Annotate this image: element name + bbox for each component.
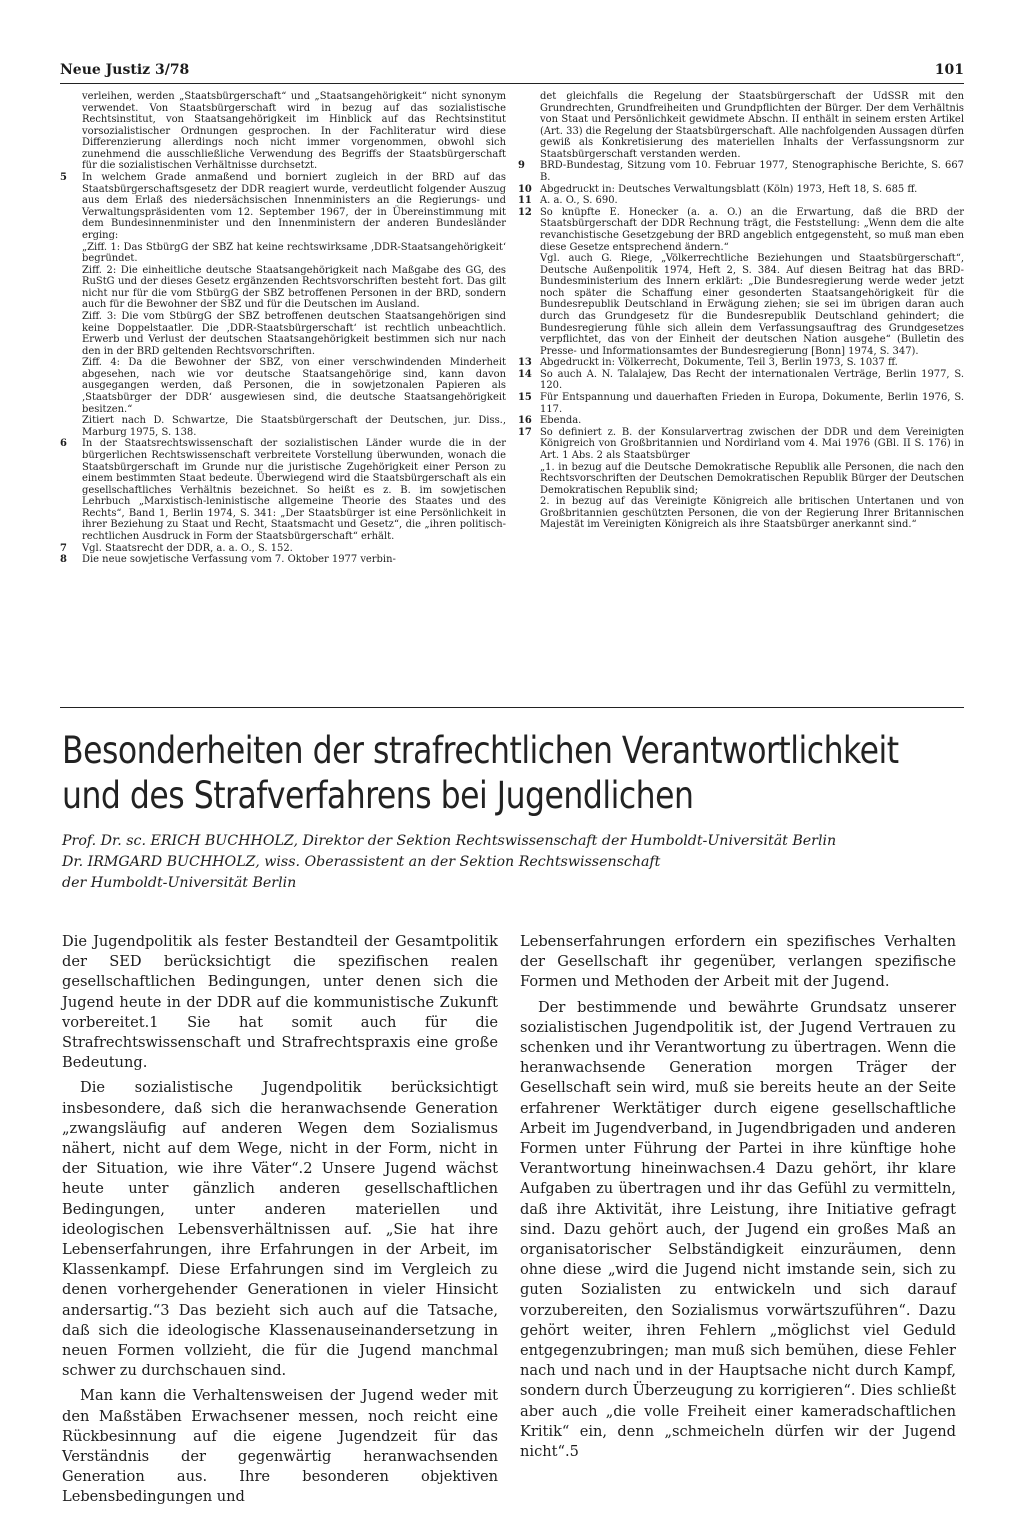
- footnote-text: Abgedruckt in: Völkerrecht, Dokumente, Teil 3, Berlin 1973, S. 1037 ff.: [540, 357, 898, 369]
- footnote-text: In welchem Grade anmaßend und borniert zugleich in der BRD auf das Staatsbürgerschaftsgesetz der DDR reagiert wurde, verdeutlicht folgender Auszug aus dem Erlaß des niedersächsischen Innenministers an die Regierungs- und Verwaltungspräsidenten vom 12. September 1967, der in Übereinstimmung mit dem Bundesinnenminister und den Innenministern der anderen Bundesländer erging:: [82, 172, 506, 241]
- footnote: [60, 554, 506, 566]
- footnote: [60, 91, 506, 172]
- footnote-text: So auch A. N. Talalajew, Das Recht der internationalen Verträge, Berlin 1977, S. 120.: [540, 368, 964, 392]
- footnote-number: [518, 91, 540, 160]
- footnote: [518, 462, 964, 497]
- footnote: [60, 265, 506, 311]
- footnote-text: Zitiert nach D. Schwartze, Die Staatsbürgerschaft der Deutschen, jur. Diss., Marburg 1975, S. 138.: [82, 415, 506, 438]
- footnote: [518, 369, 964, 392]
- footnote-number: 10: [518, 183, 532, 195]
- footnote: [60, 242, 506, 265]
- footnote-text: Ziff. 3: Die vom StbürgG der SBZ betroffenen deutschen Staatsangehörigen sind keine Doppelstaatler. Die ‚DDR-Staatsbürgerschaft‘ ist rechtlich unbeachtlich. Erwerb und Verlust der deutschen Staatsangehörigkeit bestimmen sich nur nach den in der BRD geltenden Rechtsvorschriften.: [82, 310, 506, 357]
- footnote-number: [60, 242, 82, 265]
- page-header: [60, 62, 964, 84]
- author-line-3: der Humboldt-Universität Berlin: [62, 875, 297, 891]
- footnote-number: 14: [518, 368, 532, 380]
- footnote-number: [60, 91, 82, 172]
- article-title-line-1: Besonderheiten der strafrechtlichen Verantwortlichkeit: [62, 728, 899, 772]
- footnote-number: [518, 462, 540, 497]
- footnote: [518, 253, 964, 357]
- article-body-right-column: [520, 932, 956, 1467]
- footnote-number: 9: [518, 160, 525, 172]
- footnote: [518, 415, 964, 427]
- footnote-text: Ziff. 4: Da die Bewohner der SBZ, von einer verschwindenden Minderheit abgesehen, nach wie vor deutsche Staatsangehörige sind, kann davon ausgegangen werden, daß Personen, die in sowjetzonalen Papieren als ‚Staatsbürger der DDR‘ ausgewiesen sind, die deutsche Staatsangehörigkeit besitzen.“: [82, 357, 506, 415]
- footnote-text: „1. in bezug auf die Deutsche Demokratische Republik alle Personen, die nach den Rechtsvorschriften der Deutschen Demokratischen Republik Bürger der Deutschen Demokratischen Republik sind;: [540, 461, 964, 496]
- footnote: [518, 195, 964, 207]
- footnote: [518, 184, 964, 196]
- footnote-number: [60, 311, 82, 357]
- body-paragraph: Die Jugendpolitik als fester Bestandteil der Gesamtpolitik der SED berücksichtigt die spezifischen realen gesellschaftlichen Bedingungen, unter denen sich die Jugend heute in der DDR auf die kommunistische Zukunft vorbereitet.1 Sie hat somit auch für die Strafrechtswissenschaft und Strafrechtspraxis eine große Bedeutung.: [62, 933, 498, 1072]
- footnote-text: det gleichfalls die Regelung der Staatsbürgerschaft der UdSSR mit den Grundrechten, Grundfreiheiten und Grundpflichten der Bürger. Der dem Verhältnis von Staat und Persönlichkeit gewidmete Abschn. II enthält in seinem ersten Artikel (Art. 33) die Regelung der Staatsbürgerschaft. Alle nachfolgenden Aussagen dürfen gewiß als Konkretisierung des materiellen Inhalts der Verfassungsnorm zur Staatsbürgerschaft verstanden werden.: [540, 91, 964, 160]
- footnote-number: 17: [518, 426, 532, 438]
- footnote-text: Für Entspannung und dauerhaften Frieden in Europa, Dokumente, Berlin 1976, S. 117.: [540, 392, 964, 415]
- footnote-text: So definiert z. B. der Konsularvertrag zwischen der DDR und dem Vereinigten Königreich von Großbritannien und Nordirland vom 4. Mai 1976 (GBl. II S. 176) in Art. 1 Abs. 2 als Staatsbürger: [540, 426, 964, 461]
- page-number: 101: [934, 62, 964, 78]
- section-divider: [60, 707, 964, 708]
- footnote-text: BRD-Bundestag, Sitzung vom 10. Februar 1977, Stenographische Berichte, S. 667 B.: [540, 160, 964, 184]
- footnote: [518, 496, 964, 531]
- journal-issue: Neue Justiz 3/78: [60, 62, 190, 78]
- footnote-text: Ebenda.: [540, 415, 582, 427]
- footnote-number: [60, 415, 82, 438]
- footnote-number: 7: [60, 542, 67, 554]
- footnotes-left-column: [60, 91, 506, 566]
- body-paragraph: Lebenserfahrungen erfordern ein spezifisches Verhalten der Gesellschaft ihr gegenüber, verlangen spezifische Formen und Methoden der Arbeit mit der Jugend.: [520, 933, 956, 991]
- footnote-number: 16: [518, 415, 532, 427]
- author-line-2: Dr. IRMGARD BUCHHOLZ, wiss. Oberassistent an der Sektion Rechtswissenschaft: [62, 854, 661, 870]
- footnote-number: 15: [518, 392, 532, 404]
- footnote-text: Vgl. Staatsrecht der DDR, a. a. O., S. 152.: [82, 542, 293, 554]
- footnote-number: 6: [60, 438, 67, 450]
- footnote-number: [60, 357, 82, 415]
- footnote-number: 8: [60, 554, 67, 566]
- footnote: [518, 160, 964, 183]
- footnote: [60, 415, 506, 438]
- footnote-number: [518, 496, 540, 531]
- body-paragraph: Die sozialistische Jugendpolitik berücksichtigt insbesondere, daß sich die heranwachsende Generation „zwangsläufig auf anderen Wegen dem Sozialismus nähert, nicht auf dem Wege, nicht in der Form, nicht in der Situation, wie ihre Väter“.2 Unsere Jugend wächst heute unter gänzlich anderen gesellschaftlichen Bedingungen, unter anderen materiellen und ideologischen Lebensverhältnissen auf. „Sie hat ihre Lebenserfahrungen, ihre Erfahrungen in der Arbeit, im Klassenkampf. Diese Erfahrungen sind im Vergleich zu denen vorhergehender Generationen in vieler Hinsicht andersartig.“3 Das bezieht sich auch auf die Tatsache, daß sich die ideologische Klassenauseinandersetzung in neuen Formen vollzieht, die für die Jugend manchmal schwer zu durchschauen sind.: [62, 1079, 498, 1380]
- body-paragraph: Man kann die Verhaltensweisen der Jugend weder mit den Maßstäben Erwachsener messen, noch reicht eine Rückbesinnung auf die eigene Jugendzeit für das Verständnis der gegenwärtig heranwachsenden Generation aus. Ihre besonderen objektiven Lebensbedingungen und: [62, 1387, 498, 1506]
- body-paragraph: Der bestimmende und bewährte Grundsatz unserer sozialistischen Jugendpolitik ist, der Jugend Vertrauen zu schenken und ihr Verantwortung zu übertragen. Wenn die heranwachsende Generation morgen Träger der Gesellschaft sein wird, muß sie bereits heute an der Seite erfahrener Werktätiger durch eigene gesellschaftliche Arbeit im Jugendverband, in Jugendbrigaden und anderen Formen unter Führung der Partei in ihre künftige hohe Verantwortung hineinwachsen.4 Dazu gehört, ihr klare Aufgaben zu übertragen und ihr das Gefühl zu vermitteln, daß ihre Aktivität, ihre Leistung, ihre Initiative gefragt sind. Dazu gehört auch, der Jugend ein großes Maß an organisatorischer Selbständigkeit einzuräumen, denn ohne diese „wird die Jugend nicht imstande sein, sich zu guten Sozialisten zu entwickeln und sich darauf vorzubereiten, den Sozialismus vorwärtszuführen“. Dazu gehört weiter, ihren Fehlern „möglichst viel Geduld entgegenzubringen; man muß sich bemühen, diese Fehler nach und nach und in der Hauptsache nicht durch Kampf, sondern durch Überzeugung zu korrigieren“. Dies schließt aber auch „die volle Freiheit einer kameradschaftlichen Kritik“ ein, denn „schmeicheln dürfen wir der Jugend nicht“.5: [520, 998, 956, 1461]
- footnote-text: Abgedruckt in: Deutsches Verwaltungsblatt (Köln) 1973, Heft 18, S. 685 ff.: [540, 183, 918, 195]
- article-body-left-column: [62, 932, 498, 1513]
- author-line-1: Prof. Dr. sc. ERICH BUCHHOLZ, Direktor der Sektion Rechtswissenschaft der Humboldt-Universität Berlin: [62, 833, 837, 849]
- footnote-text: Ziff. 2: Die einheitliche deutsche Staatsangehörigkeit nach Maßgabe des GG, des RuStG und der dieses Gesetz ergänzenden Rechtsvorschriften besteht fort. Das gilt nicht nur für die vom StbürgG der SBZ betroffenen Personen in der BRD, sondern auch für die Bewohner der SBZ und für die Deutschen im Ausland.: [82, 264, 506, 311]
- footnote-text: A. a. O., S. 690.: [540, 195, 618, 207]
- footnotes-right-column: [518, 91, 964, 531]
- article-title-line-2: und des Strafverfahrens bei Jugendlichen: [62, 773, 694, 817]
- footnote: [60, 438, 506, 542]
- footnote-text: verleihen, werden „Staatsbürgerschaft“ und „Staatsangehörigkeit“ nicht synonym verwendet. Von Staatsbürgerschaft wird in bezug auf das sozialistische Rechtsinstitut, von Staatsangehörigkeit im Hinblick auf das Rechtsinstitut vorsozialistischer Ordnungen gesprochen. In der Fachliteratur wird diese Differenzierung allerdings noch nicht immer vorgenommen, obwohl sich zunehmend die ausschließliche Verwendung des Begriffs der Staatsbürgerschaft für die sozialistischen Verhältnisse durchsetzt.: [82, 91, 506, 172]
- footnote: [60, 543, 506, 555]
- footnote-number: [60, 265, 82, 311]
- footnote-text: Vgl. auch G. Riege, „Völkerrechtliche Beziehungen und Staatsbürgerschaft“, Deutsche Außenpolitik 1974, Heft 2, S. 384. Auf diesen Beitrag hat das BRD-Bundesministerium des Innern erklärt: „Die Bundesregierung werde weder jetzt noch später die Schaffung einer gesonderten Staatsangehörigkeit für die Bundesrepublik Deutschland in Erwägung ziehen; sie sei im übrigen daran auch durch das Grundgesetz für die Bundesrepublik Deutschland gehindert; die Bundesregierung fühle sich allein dem Verfassungsauftrag des Grundgesetzes verpflichtet, das von der Einheit der deutschen Nation ausgehe“ (Bulletin des Presse- und Informationsamtes der Bundesregierung [Bonn] 1974, S. 347).: [540, 253, 964, 357]
- footnote: [518, 427, 964, 462]
- footnote-text: 2. in bezug auf das Vereinigte Königreich alle britischen Untertanen und von Großbritannien geschützten Personen, die von der Regierung Ihrer Britannischen Majestät im Vereinigten Königreich als ihre Staatsbürger anerkannt sind.“: [540, 496, 964, 531]
- footnote: [60, 357, 506, 415]
- footnote: [518, 357, 964, 369]
- footnote-text: Die neue sowjetische Verfassung vom 7. Oktober 1977 verbin-: [82, 554, 396, 566]
- footnote: [518, 392, 964, 415]
- footnote-text: So knüpfte E. Honecker (a. a. O.) an die Erwartung, daß die BRD der Staatsbürgerschaft der DDR Rechnung trägt, die Feststellung: „Wenn dem die alte revanchistische Gesetzgebung der BRD angeblich entgegensteht, so muß man eben diese Gesetze entsprechend ändern.“: [540, 206, 964, 253]
- footnote: [518, 91, 964, 160]
- footnote: [60, 172, 506, 241]
- footnote-number: 11: [518, 195, 532, 207]
- footnote-number: 12: [518, 206, 532, 218]
- article-authors: [62, 831, 982, 894]
- footnote-number: [518, 253, 540, 357]
- footnote-text: „Ziff. 1: Das StbürgG der SBZ hat keine rechtswirksame ‚DDR-Staatsangehörigkeit‘ begründet.: [82, 241, 506, 265]
- footnote: [518, 207, 964, 253]
- footnote: [60, 311, 506, 357]
- article-title: [62, 728, 899, 818]
- footnote-number: 5: [60, 172, 67, 184]
- footnote-text: In der Staatsrechtswissenschaft der sozialistischen Länder wurde die in der bürgerlichen Rechtswissenschaft verbreitete Vorstellung überwunden, wonach die Staatsbürgerschaft im Grunde nur die juristische Zugehörigkeit einer Person zu einem bestimmten Staat bedeute. Überwiegend wird die Staatsbürgerschaft als ein gesellschaftliches Verhältnis bezeichnet. So heißt es z. B. im sowjetischen Lehrbuch „Marxistisch-leninistische allgemeine Theorie des Staates und des Rechts“, Band 1, Berlin 1974, S. 341: „Der Staatsbürger ist eine Persönlichkeit in ihrer Beziehung zu Staat und Recht, Staatsmacht und Gesetz“, die „ihren politisch-rechtlichen Ausdruck in Form der Staatsbürgerschaft“ erhält.: [82, 438, 506, 542]
- footnote-number: 13: [518, 357, 532, 369]
